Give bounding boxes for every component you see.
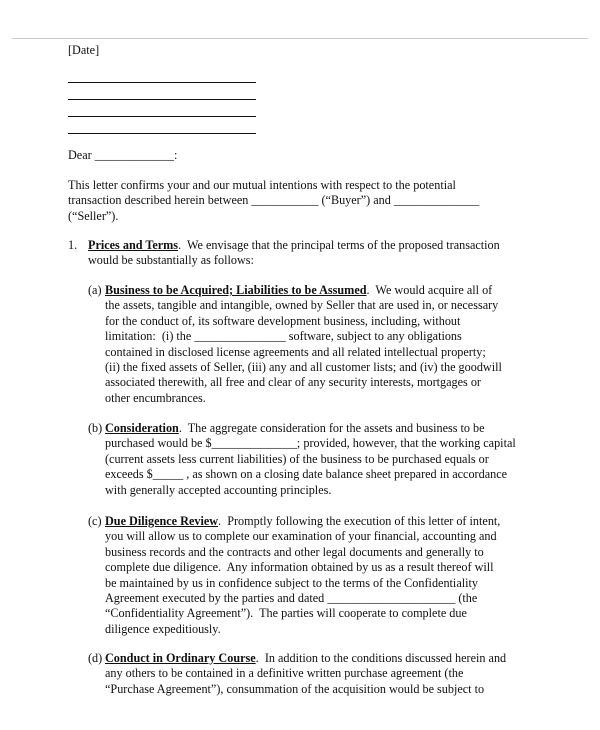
item-label: (b) xyxy=(88,421,103,435)
address-line-3 xyxy=(68,116,256,117)
item-first-line: . The aggregate consideration for the assets and business to be xyxy=(178,421,485,435)
item-line: with generally accepted accounting principles. xyxy=(105,482,332,497)
item-line: for the conduct of, its software development business, including, without xyxy=(105,313,461,328)
item-line: “Purchase Agreement”), consummation of the acquisition would be subject to xyxy=(105,681,485,696)
date-placeholder xyxy=(68,43,528,58)
address-line-4 xyxy=(68,133,256,134)
item-line: you will allow us to complete our examination of your financial, accounting and xyxy=(105,529,497,544)
item-line: purchased would be $______________; provided, however, that the working capital xyxy=(105,436,516,451)
item-label: (a) xyxy=(88,283,102,297)
item-label: (d) xyxy=(88,651,103,665)
date-text: [Date] xyxy=(68,43,100,57)
item-heading: Due Diligence Review xyxy=(105,514,219,528)
salutation xyxy=(68,148,177,163)
intro-line: This letter confirms your and our mutual intentions with respect to the potential xyxy=(68,178,456,192)
item-line: limitation: (i) the _______________ software, subject to any obligations xyxy=(105,329,462,344)
intro-line: (“Seller”). xyxy=(68,208,119,223)
item-first-line: . In addition to the conditions discussed herein and xyxy=(255,651,507,665)
item-line: exceeds $_____ , as shown on a closing date balance sheet prepared in accordance xyxy=(105,467,508,482)
item-line: Agreement executed by the parties and dated _____________________ (the xyxy=(105,591,478,606)
item-label: (c) xyxy=(88,514,102,528)
item-consideration xyxy=(88,421,516,498)
item-due-diligence xyxy=(88,514,500,637)
item-heading: Conduct in Ordinary Course xyxy=(105,651,256,665)
item-line: any others to be contained in a definitive written purchase agreement (the xyxy=(105,666,464,681)
intro-line: transaction described herein between ___________ (“Buyer”) and ______________ xyxy=(68,193,480,208)
item-first-line: . We would acquire all of xyxy=(366,283,493,297)
item-line: the assets, tangible and intangible, owned by Seller that are used in, or necessary xyxy=(105,298,499,313)
item-line: complete due diligence. Any information obtained by us as a result thereof will xyxy=(105,560,494,575)
intro-paragraph xyxy=(68,178,479,224)
item-business-acquired xyxy=(88,283,502,406)
section-number: 1. xyxy=(68,238,78,252)
section-heading: Prices and Terms xyxy=(88,238,179,252)
section-prices-and-terms xyxy=(68,238,500,269)
salutation-text: Dear _____________: xyxy=(68,148,178,162)
item-first-line: . Promptly following the execution of this letter of intent, xyxy=(218,514,501,528)
item-line: associated therewith, all free and clear of any security interests, mortgages or xyxy=(105,375,481,390)
page-top-border xyxy=(12,38,588,39)
item-line: “Confidentiality Agreement”). The parties will cooperate to complete due xyxy=(105,606,467,621)
item-heading: Business to be Acquired; Liabilities to be Assumed xyxy=(105,283,367,297)
item-line: diligence expeditiously. xyxy=(105,621,221,636)
address-line-1 xyxy=(68,82,256,83)
address-line-2 xyxy=(68,99,256,100)
item-line: be maintained by us in confidence subject to the terms of the Confidentiality xyxy=(105,575,478,590)
recipient-address-block xyxy=(68,82,256,150)
item-line: (ii) the fixed assets of Seller, (iii) any and all customer lists; and (iv) the goodwill xyxy=(105,360,502,375)
item-heading: Consideration xyxy=(105,421,179,435)
item-line: other encumbrances. xyxy=(105,390,206,405)
section-first-line: . We envisage that the principal terms of the proposed transaction xyxy=(178,238,500,252)
item-line: (current assets less current liabilities) of the business to be purchased equals or xyxy=(105,451,489,466)
item-ordinary-course xyxy=(88,651,506,697)
section-line: would be substantially as follows: xyxy=(88,253,254,268)
item-line: contained in disclosed license agreements and all related intellectual property; xyxy=(105,344,486,359)
item-line: business records and the contracts and other legal documents and generally to xyxy=(105,544,484,559)
